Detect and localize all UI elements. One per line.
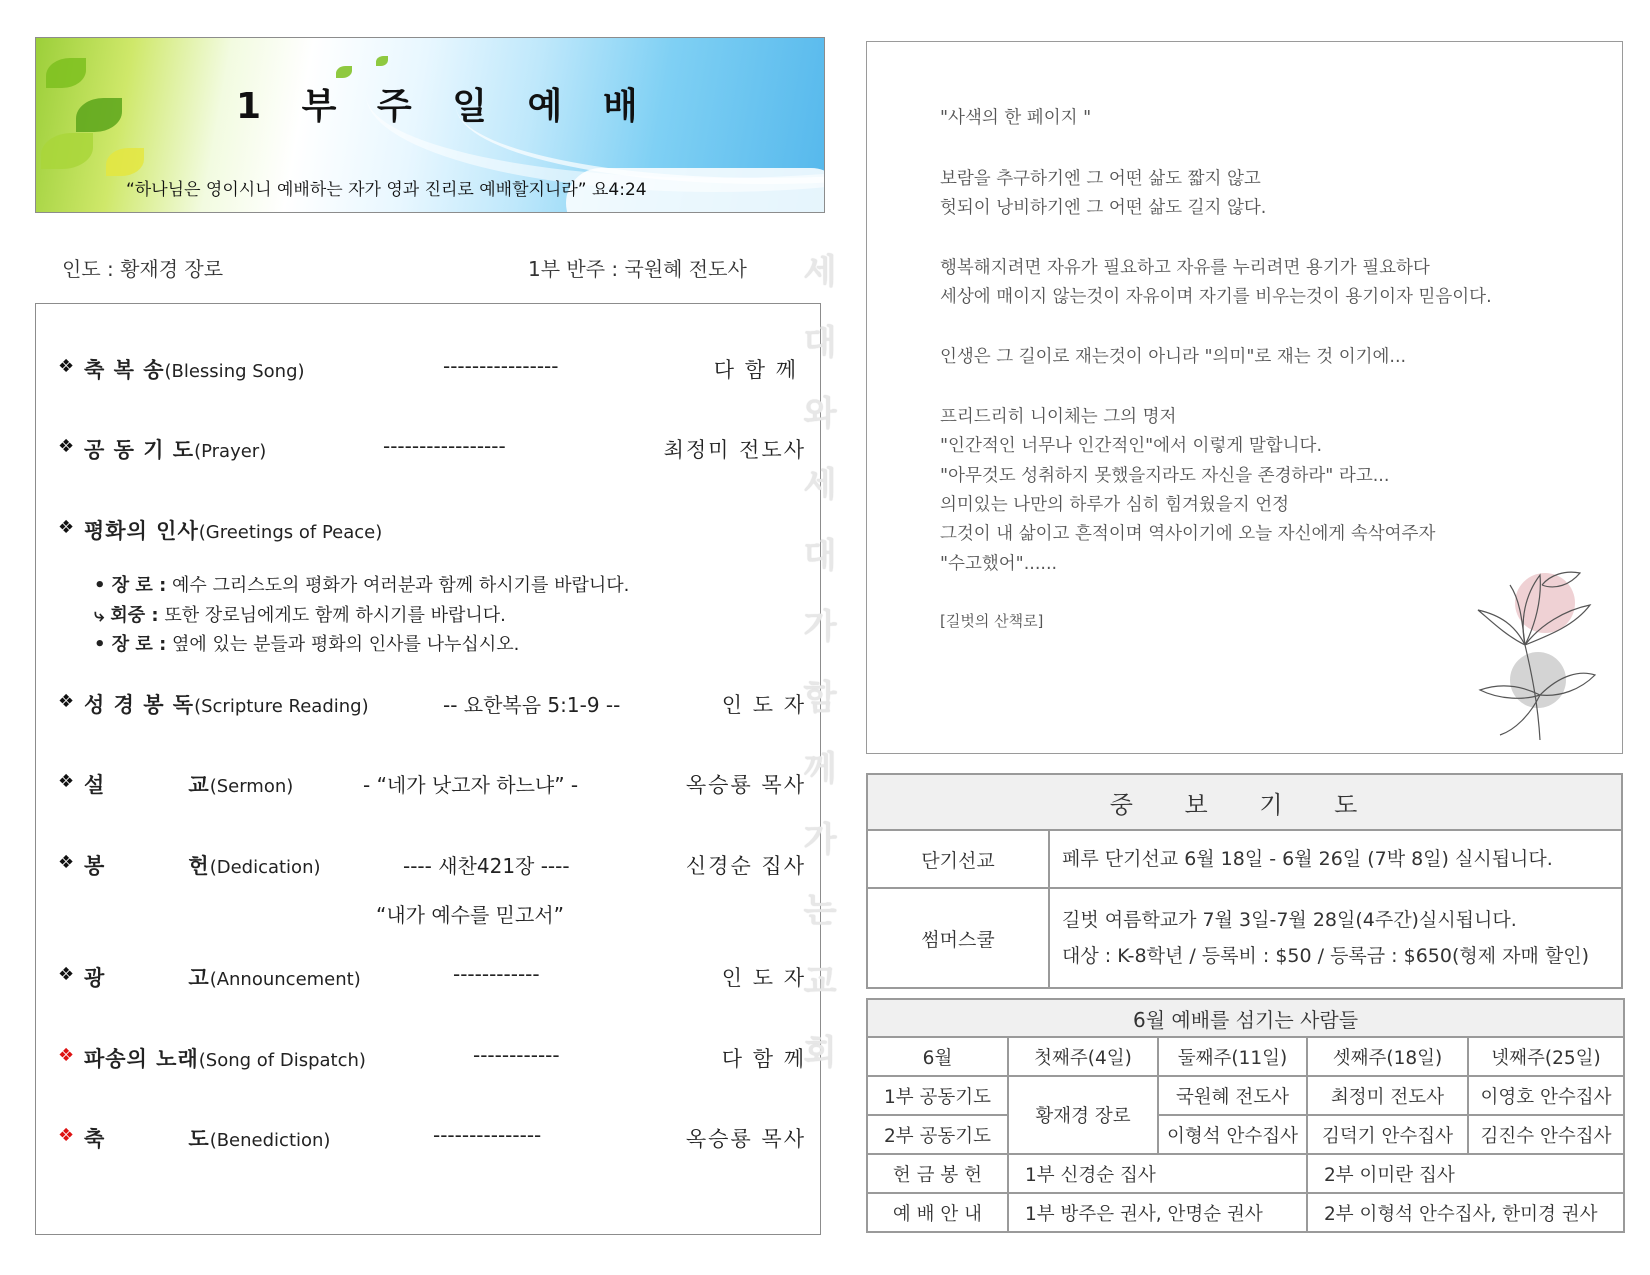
table-cell: 이영호 안수집사: [1468, 1076, 1624, 1115]
table-header-cell: 첫째주(4일): [1008, 1037, 1158, 1076]
table-row-label: 1부 공동기도: [867, 1076, 1008, 1115]
meditation-title: "사색의 한 페이지 ": [940, 108, 1092, 128]
greeting-text: 예수 그리스도의 평화가 여러분과 함께 하시기를 바랍니다.: [166, 575, 630, 596]
order-title: 평화의 인사: [84, 519, 199, 543]
leaf-decoration: [106, 148, 144, 176]
service-banner: [35, 37, 825, 213]
table-row: [867, 1193, 1624, 1232]
order-item-sermon: [58, 769, 806, 799]
table-cell: 이형석 안수집사: [1158, 1115, 1307, 1154]
table-header-cell: 넷째주(25일): [1468, 1037, 1624, 1076]
worship-leader: 인도 : 황재경 장로: [62, 257, 224, 281]
service-title: 1 부 주 일 예 배: [236, 86, 652, 127]
accompanist: 1부 반주 : 국원혜 전도사: [528, 257, 747, 281]
order-title: 설 교: [84, 773, 210, 797]
table-row: [867, 830, 1622, 888]
prayer-table-header: 중 보 기 도: [867, 774, 1622, 830]
order-divider: ----------------: [443, 354, 559, 378]
order-item-benediction: [58, 1123, 806, 1153]
table-cell: 1부 신경순 집사: [1008, 1154, 1307, 1193]
meditation-line: 그것이 내 삶이고 흔적이며 역사이기에 오늘 자신에게 속삭여주자: [940, 524, 1436, 544]
order-eng: (Prayer): [194, 441, 267, 462]
table-cell: 국원혜 전도사: [1158, 1076, 1307, 1115]
order-eng: (Sermon): [209, 776, 294, 797]
motto-char: 께: [803, 749, 837, 789]
greeting-speaker: • 장 로 :: [94, 634, 167, 655]
table-header-cell: 둘째주(11일): [1158, 1037, 1307, 1076]
diamond-bullet-icon: ❖: [58, 771, 75, 792]
motto-char: 는: [803, 891, 837, 931]
order-title: 공 동 기 도: [84, 438, 195, 462]
order-responsible: 다 함 께: [721, 1047, 806, 1071]
greeting-text: 옆에 있는 분들과 평화의 인사를 나누십시오.: [166, 634, 520, 655]
lily-illustration-icon: [1470, 565, 1600, 745]
meditation-line: 세상에 매이지 않는것이 자유이며 자기를 비우는것이 용기이자 믿음이다.: [940, 287, 1492, 307]
order-title: 광 고: [84, 966, 210, 990]
order-responsible: 인 도 자: [721, 693, 806, 717]
table-row: [867, 1076, 1624, 1115]
order-divider: ---------------: [433, 1123, 542, 1147]
order-divider: ------------: [453, 962, 540, 986]
meditation-line: 보람을 추구하기엔 그 어떤 삶도 짧지 않고: [940, 169, 1261, 189]
table-cell: 2부 이미란 집사: [1307, 1154, 1624, 1193]
intercessory-prayer-table: [866, 773, 1623, 989]
motto-char: 함: [803, 678, 837, 718]
table-header-cell: 셋째주(18일): [1307, 1037, 1468, 1076]
servers-table: [866, 998, 1625, 1233]
diamond-bullet-icon: ❖: [58, 356, 75, 377]
table-row: [867, 1115, 1624, 1154]
church-motto: [800, 244, 840, 1096]
leaf-decoration: [76, 98, 122, 132]
motto-char: 대: [803, 536, 837, 576]
order-eng: (Benediction): [209, 1130, 331, 1151]
leaf-decoration: [46, 58, 86, 88]
servers-table-caption: 6월 예배를 섬기는 사람들: [867, 999, 1624, 1037]
diamond-bullet-icon: ❖: [58, 691, 75, 712]
order-item-dispatch: [58, 1043, 806, 1073]
greeting-line: [94, 630, 519, 656]
order-eng: (Blessing Song): [164, 361, 305, 382]
greeting-line: [94, 601, 506, 627]
motto-char: 교: [803, 962, 837, 1002]
hymn-number: ---- 새찬421장 ----: [403, 854, 570, 878]
order-responsible: 신경순 집사: [685, 854, 806, 878]
order-eng: (Announcement): [209, 969, 361, 990]
table-cell: 김덕기 안수집사: [1307, 1115, 1468, 1154]
motto-char: 회: [803, 1033, 837, 1073]
table-cell: 2부 이형석 안수집사, 한미경 권사: [1307, 1193, 1624, 1232]
motto-char: 세: [803, 252, 837, 292]
diamond-bullet-icon: ❖: [58, 1125, 75, 1146]
order-title: 축 도: [84, 1127, 210, 1151]
meditation-line: 헛되이 낭비하기엔 그 어떤 삶도 길지 않다.: [940, 198, 1267, 218]
order-item-peace: [58, 515, 806, 545]
order-divider: -----------------: [383, 434, 506, 458]
order-eng: (Dedication): [209, 857, 321, 878]
meditation-line: "인간적인 너무나 인간적인"에서 이렇게 말합니다.: [940, 436, 1323, 456]
order-title: 봉 헌: [84, 854, 210, 878]
table-row: [867, 1037, 1624, 1076]
leaf-decoration: [41, 133, 93, 169]
prayer-line: 길벗 여름학교가 7월 3일-7월 28일(4주간)실시됩니다.: [1062, 909, 1517, 931]
prayer-text: [1049, 830, 1622, 888]
meditation-line: "수고했어"......: [940, 554, 1058, 574]
diamond-bullet-icon: ❖: [58, 1045, 75, 1066]
table-row: [867, 1154, 1624, 1193]
greeting-speaker: • 장 로 :: [94, 575, 167, 596]
table-row-label: 예 배 안 내: [867, 1193, 1008, 1232]
order-title: 성 경 봉 독: [84, 693, 195, 717]
greeting-text: 또한 장로님에게도 함께 하시기를 바랍니다.: [158, 605, 506, 626]
diamond-bullet-icon: ❖: [58, 964, 75, 985]
prayer-line: 페루 단기선교 6월 18일 - 6월 26일 (7박 8일) 실시됩니다.: [1062, 848, 1553, 870]
meditation-source: [길벗의 산책로]: [940, 612, 1044, 630]
table-cell: 김진수 안수집사: [1468, 1115, 1624, 1154]
order-eng: (Greetings of Peace): [198, 522, 383, 543]
order-responsible: 인 도 자: [721, 966, 806, 990]
prayer-label: 단기선교: [867, 830, 1049, 888]
motto-char: 가: [803, 607, 837, 647]
leaf-decoration: [336, 66, 352, 78]
prayer-label: 썸머스쿨: [867, 888, 1049, 988]
prayer-line: 대상 : K-8학년 / 등록비 : $50 / 등록금 : $650(형제 자매 할인): [1062, 945, 1589, 967]
table-cell: 1부 방주은 권사, 안명순 권사: [1008, 1193, 1307, 1232]
greeting-speaker: ⤷ 회중 :: [94, 605, 159, 626]
meditation-line: 의미있는 나만의 하루가 심히 힘겨웠을지 언정: [940, 495, 1290, 515]
order-eng: (Scripture Reading): [194, 696, 369, 717]
order-responsible: 옥승룡 목사: [685, 1127, 806, 1151]
table-row-label: 2부 공동기도: [867, 1115, 1008, 1154]
greeting-line: [94, 571, 629, 597]
table-row: [867, 888, 1622, 988]
order-item-scripture: [58, 689, 806, 719]
motto-char: 와: [803, 394, 837, 434]
order-responsible: 다 함 께: [713, 358, 798, 382]
order-item-dedication: [58, 850, 806, 880]
diamond-bullet-icon: ❖: [58, 852, 75, 873]
meditation-line: 프리드리히 니이체는 그의 명저: [940, 407, 1177, 427]
order-of-service: [35, 303, 821, 1235]
order-title: 파송의 노래: [84, 1047, 199, 1071]
meditation-line: "아무것도 성취하지 못했을지라도 자신을 존경하라" 라고...: [940, 466, 1390, 486]
order-item-announcement: [58, 962, 806, 992]
diamond-bullet-icon: ❖: [58, 517, 75, 538]
meditation-line: 행복해지려면 자유가 필요하고 자유를 누리려면 용기가 필요하다: [940, 258, 1430, 278]
order-responsible: 최정미 전도사: [663, 438, 806, 462]
meditation-line: 인생은 그 길이로 재는것이 아니라 "의미"로 재는 것 이기에...: [940, 347, 1407, 367]
motto-char: 대: [803, 323, 837, 363]
order-eng: (Song of Dispatch): [198, 1050, 366, 1071]
order-title: 축 복 송: [84, 358, 165, 382]
table-cell: 황재경 장로: [1008, 1076, 1158, 1154]
table-cell: 최정미 전도사: [1307, 1076, 1468, 1115]
order-responsible: 옥승룡 목사: [685, 773, 806, 797]
hymn-title: “내가 예수를 믿고서”: [376, 903, 564, 927]
order-divider: ------------: [473, 1043, 560, 1067]
sermon-title: - “네가 낫고자 하느냐” -: [363, 773, 579, 797]
prayer-text: [1049, 888, 1622, 988]
motto-char: 가: [803, 820, 837, 860]
table-header-cell: 6월: [867, 1037, 1008, 1076]
order-item-blessing: [58, 354, 806, 384]
table-row-label: 헌 금 봉 헌: [867, 1154, 1008, 1193]
order-item-prayer: [58, 434, 806, 464]
motto-char: 세: [803, 465, 837, 505]
banner-verse: “하나님은 영이시니 예배하는 자가 영과 진리로 예배할지니라” 요4:24: [126, 180, 647, 200]
diamond-bullet-icon: ❖: [58, 436, 75, 457]
order-divider: -- 요한복음 5:1-9 --: [443, 693, 621, 717]
